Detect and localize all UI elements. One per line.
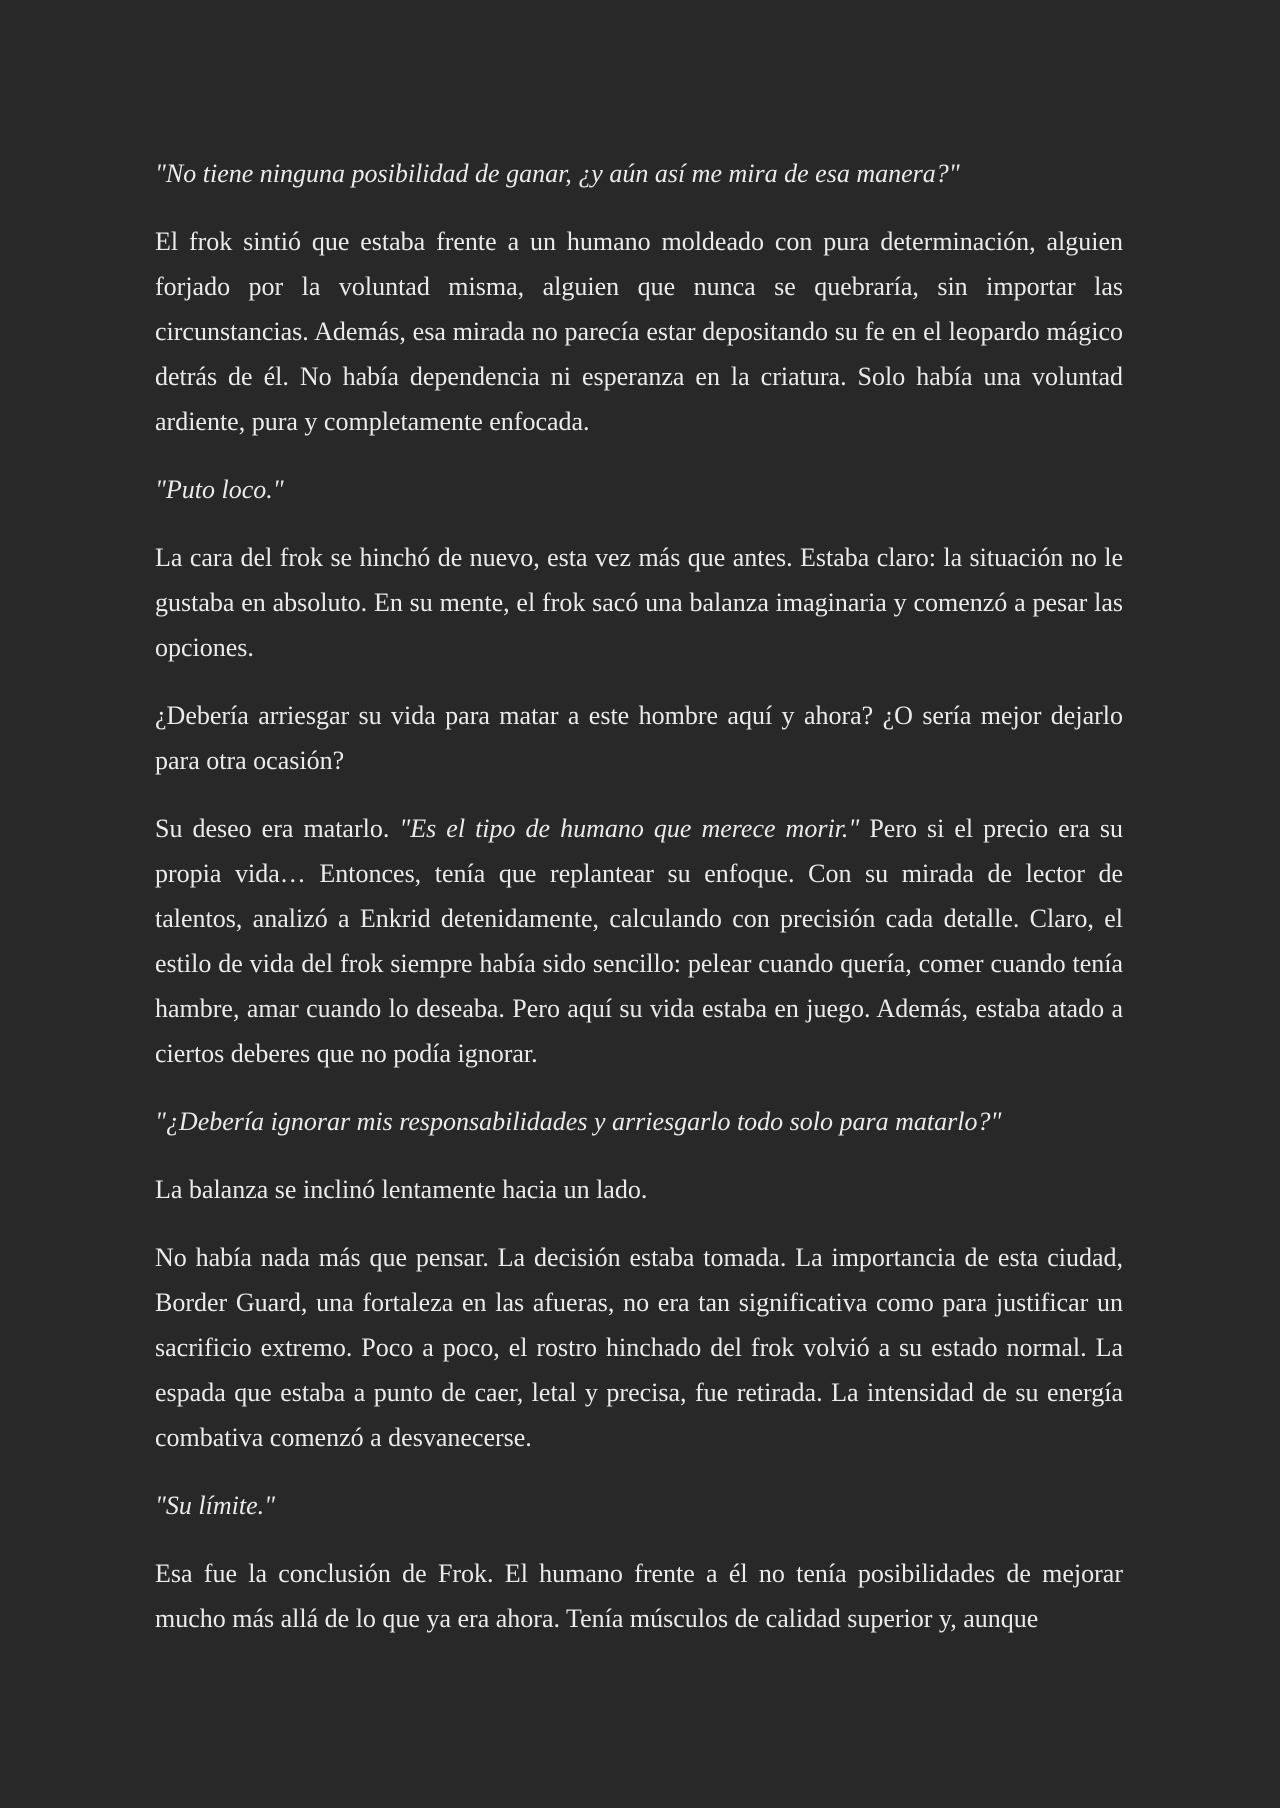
- paragraph-5: ¿Debería arriesgar su vida para matar a este hombre aquí y ahora? ¿O sería mejor dejarlo para otra ocasión?: [155, 701, 1123, 775]
- paragraph-thought-1: [155, 151, 1123, 196]
- paragraph-thought-7: [155, 1099, 1123, 1144]
- italic-thought: "No tiene ninguna posibilidad de ganar, ¿y aún así me mira de esa manera?": [155, 159, 960, 188]
- italic-thought: "Su límite.": [155, 1491, 276, 1520]
- paragraph-11: Esa fue la conclusión de Frok. El humano frente a él no tenía posibilidades de mejorar mucho más allá de lo que ya era ahora. Tenía músculos de calidad superior y, aunque: [155, 1559, 1123, 1633]
- paragraph-6-end: Pero si el precio era su propia vida… Entonces, tenía que replantear su enfoque. Con su mirada de lector de talentos, analizó a Enkrid detenidamente, calculando con precisión cada detalle. Claro, el estilo de vida del frok siempre había sido sencillo: pelear cuando quería, comer cuando tenía hambre, amar cuando lo deseaba. Pero aquí su vida estaba en juego. Además, estaba atado a ciertos deberes que no podía ignorar.: [155, 814, 1123, 1068]
- paragraph-thought-10: [155, 1483, 1123, 1528]
- italic-thought: "Puto loco.": [155, 475, 284, 504]
- paragraph-4: La cara del frok se hinchó de nuevo, esta vez más que antes. Estaba claro: la situación no le gustaba en absoluto. En su mente, el frok sacó una balanza imaginaria y comenzó a pesar las opciones.: [155, 543, 1123, 662]
- italic-thought: "¿Debería ignorar mis responsabilidades y arriesgarlo todo solo para matarlo?": [155, 1107, 1002, 1136]
- paragraph-thought-3: [155, 467, 1123, 512]
- italic-thought: "Es el tipo de humano que merece morir.": [399, 814, 860, 843]
- paragraph-8: La balanza se inclinó lentamente hacia un lado.: [155, 1175, 648, 1204]
- paragraph-6-start: Su deseo era matarlo.: [155, 814, 400, 843]
- chapter-text: [155, 151, 1123, 1664]
- paragraph-2: El frok sintió que estaba frente a un humano moldeado con pura determinación, alguien forjado por la voluntad misma, alguien que nunca se quebraría, sin importar las circunstancias. Además, esa mirada no parecía estar depositando su fe en el leopardo mágico detrás de él. No había dependencia ni esperanza en la criatura. Solo había una voluntad ardiente, pura y completamente enfocada.: [155, 227, 1123, 436]
- paragraph-6: [155, 806, 1123, 1076]
- paragraph-9: No había nada más que pensar. La decisión estaba tomada. La importancia de esta ciudad, Border Guard, una fortaleza en las afueras, no era tan significativa como para justificar un sacrificio extremo. Poco a poco, el rostro hinchado del frok volvió a su estado normal. La espada que estaba a punto de caer, letal y precisa, fue retirada. La intensidad de su energía combativa comenzó a desvanecerse.: [155, 1243, 1123, 1452]
